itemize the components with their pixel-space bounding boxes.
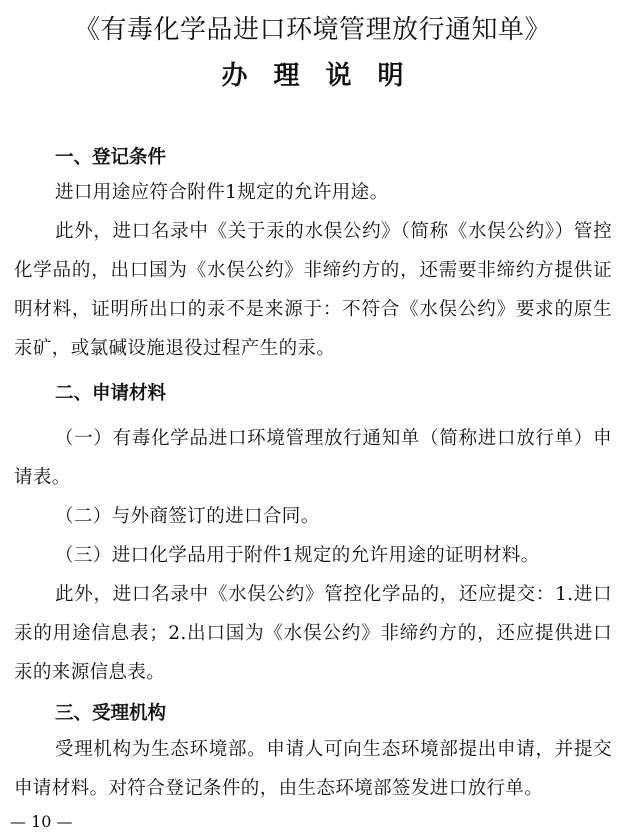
document-title: 《有毒化学品进口环境管理放行通知单》 bbox=[73, 15, 551, 45]
paragraph-application-form: （一）有毒化学品进口环境管理放行通知单（简称进口放行单）申请表。 bbox=[14, 428, 612, 488]
paragraph-import-contract: （二）与外商签订的进口合同。 bbox=[55, 506, 320, 527]
section-heading-registration-conditions: 一、登记条件 bbox=[55, 147, 167, 168]
page-number: — 10 — bbox=[10, 812, 73, 831]
section-heading-application-materials: 二、申请材料 bbox=[55, 383, 167, 404]
paragraph-minamata-mercury: 此外，进口名录中《关于汞的水俣公约》（简称《水俣公约》）管控化学品的，出口国为《水俣公约》非缔约方的，还需要非缔约方提供证明材料，证明所出口的汞不是来源于：不符合《水俣公约》要求的原生汞矿，或氯碱设施退役过程产生的汞。 bbox=[14, 221, 612, 359]
document-subtitle: 办理说明 bbox=[221, 61, 430, 91]
paragraph-usage-proof: （三）进口化学品用于附件1规定的允许用途的证明材料。 bbox=[55, 545, 540, 566]
paragraph-usage-requirement: 进口用途应符合附件1规定的允许用途。 bbox=[55, 182, 389, 203]
paragraph-mercury-info-forms: 此外，进口名录中《水俣公约》管控化学品的，还应提交：1.进口汞的用途信息表；2.出口国为《水俣公约》非缔约方的，还应提供进口汞的来源信息表。 bbox=[14, 584, 612, 683]
paragraph-authority: 受理机构为生态环境部。申请人可向生态环境部提出申请，并提交申请材料。对符合登记条件的，由生态环境部签发进口放行单。 bbox=[14, 739, 612, 799]
section-heading-accepting-authority: 三、受理机构 bbox=[55, 703, 167, 724]
